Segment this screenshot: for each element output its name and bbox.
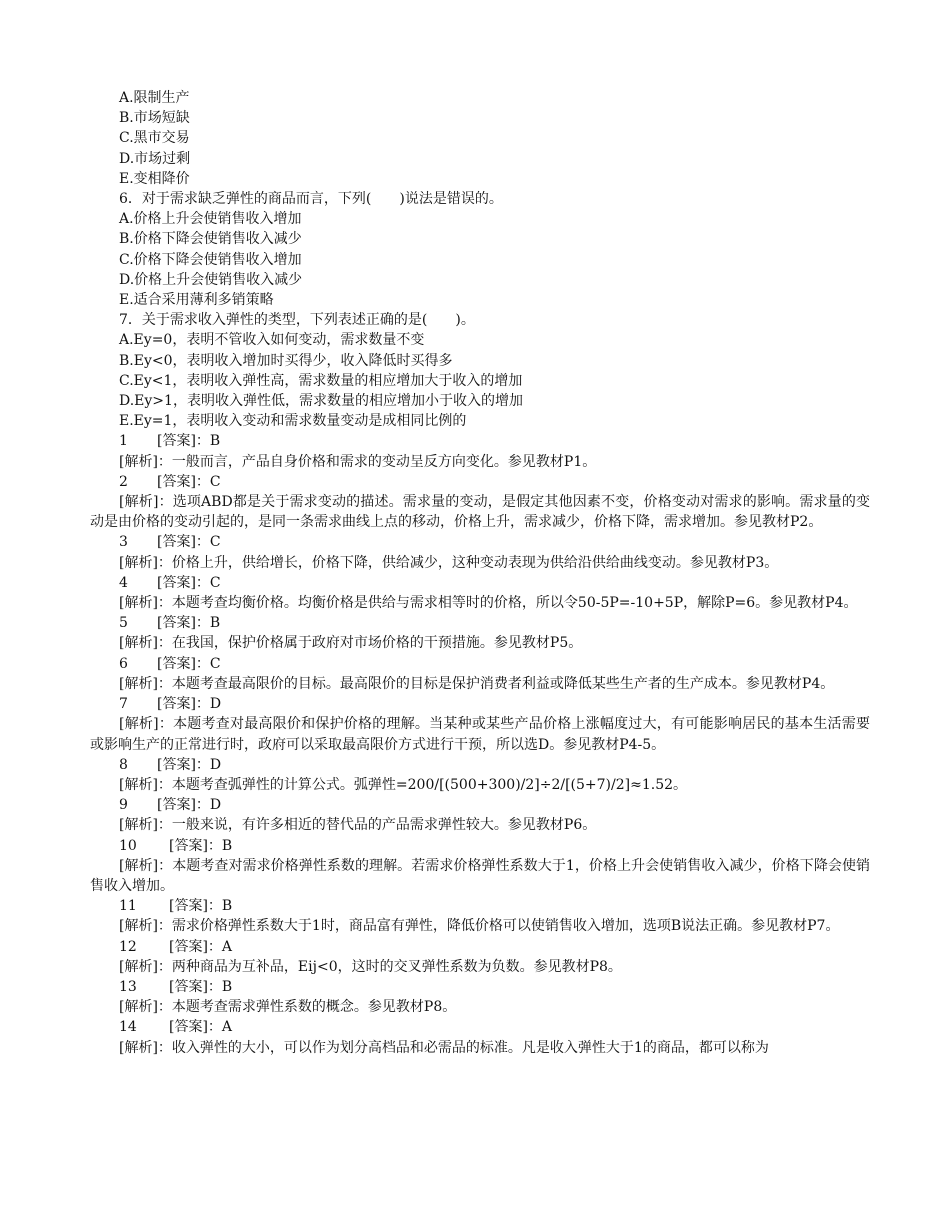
q6-option-e: E.适合采用薄利多销策略 [119,292,274,309]
answer-text: [答案]：C [157,473,221,490]
q6-option-c: C.价格下降会使销售收入增加 [119,251,302,268]
analysis-6: [解析]：本题考查最高限价的目标。最高限价的目标是保护消费者利益或降低某些生产者的生产成本。参见教材P4。 [119,675,835,692]
answer-line-2 [90,472,870,492]
answer-text: [答案]：B [169,898,233,915]
answer-line-8 [90,755,870,775]
answer-text: [答案]：D [157,756,222,773]
analysis-12: [解析]：两种商品为互补品，Eij<0，这时的交叉弹性系数为负数。参见教材P8。 [119,958,622,975]
q7-option-e: E.Ey=1，表明收入变动和需求数量变动是成相同比例的 [119,413,467,430]
answer-line-4 [90,573,870,593]
q7-option-b: B.Ey<0，表明收入增加时买得少，收入降低时买得多 [119,352,453,369]
answer-number: 14 [119,1019,137,1036]
analysis-13: [解析]：本题考查需求弹性系数的概念。参见教材P8。 [119,999,457,1016]
answer-text: [答案]：B [157,615,221,632]
answer-line-5 [90,613,870,633]
answer-line-12 [90,937,870,957]
answer-text: [答案]：C [157,534,221,551]
analysis-9: [解析]：一般来说，有许多相近的替代品的产品需求弹性较大。参见教材P6。 [119,817,597,834]
q6-option-b: B.价格下降会使销售收入减少 [119,231,302,248]
q6-option-a: A.价格上升会使销售收入增加 [119,211,302,228]
answer-line-7 [90,694,870,714]
answer-number: 13 [119,978,137,995]
answer-number: 5 [119,615,128,632]
answer-text: [答案]：A [169,1019,233,1036]
answer-line-11 [90,896,870,916]
document-page [90,88,870,1058]
answer-number: 3 [119,534,128,551]
analysis-10: [解析]：本题考查对需求价格弹性系数的理解。若需求价格弹性系数大于1，价格上升会使销售收入减少，价格下降会使销售收入增加。 [90,857,870,894]
answer-number: 8 [119,756,128,773]
answer-number: 11 [119,898,137,915]
answer-text: [答案]：C [157,655,221,672]
analysis-14: [解析]：收入弹性的大小，可以作为划分高档品和必需品的标准。凡是收入弹性大于1的商品，都可以称为 [119,1039,769,1056]
answer-number: 4 [119,574,128,591]
answer-line-3 [90,532,870,552]
answer-line-1 [90,431,870,451]
analysis-4: [解析]：本题考查均衡价格。均衡价格是供给与需求相等时的价格，所以令50-5P=-10+5P，解除P=6。参见教材P4。 [119,595,858,612]
answer-line-10 [90,836,870,856]
answer-line-6 [90,654,870,674]
answer-list [90,431,870,1057]
answer-line-14 [90,1017,870,1037]
answer-line-9 [90,795,870,815]
q6-option-d: D.价格上升会使销售收入减少 [119,271,303,288]
q7-stem: 7．关于需求收入弹性的类型，下列表述正确的是( )。 [119,312,475,329]
analysis-11: [解析]：需求价格弹性系数大于1时，商品富有弹性，降低价格可以使销售收入增加，选项B说法正确。参见教材P7。 [119,918,840,935]
q7-option-c: C.Ey<1，表明收入弹性高，需求数量的相应增加大于收入的增加 [119,372,523,389]
answer-text: [答案]：B [157,433,221,450]
answer-number: 2 [119,473,128,490]
analysis-8: [解析]：本题考查弧弹性的计算公式。弧弹性=200/[(500+300)/2]÷2/[(5+7)/2]≈1.52。 [119,776,688,793]
answer-text: [答案]：B [169,978,233,995]
answer-number: 10 [119,837,137,854]
analysis-7: [解析]：本题考查对最高限价和保护价格的理解。当某种或某些产品价格上涨幅度过大，有可能影响居民的基本生活需要或影响生产的正常进行时，政府可以采取最高限价方式进行干预，所以选D。参见教材P4-5。 [90,716,870,753]
answer-number: 7 [119,696,128,713]
answer-text: [答案]：D [157,696,222,713]
q5-option-e: E.变相降价 [119,170,190,187]
answer-number: 6 [119,655,128,672]
answer-line-13 [90,977,870,997]
analysis-3: [解析]：价格上升，供给增长，价格下降，供给减少，这种变动表现为供给沿供给曲线变动。参见教材P3。 [119,554,779,571]
q5-option-d: D.市场过剩 [119,150,191,167]
answer-number: 12 [119,938,137,955]
analysis-1: [解析]：一般而言，产品自身价格和需求的变动呈反方向变化。参见教材P1。 [119,453,597,470]
answer-text: [答案]：A [169,938,233,955]
q7-option-a: A.Ey=0，表明不管收入如何变动，需求数量不变 [119,332,425,349]
analysis-2: [解析]：选项ABD都是关于需求变动的描述。需求量的变动，是假定其他因素不变，价格变动对需求的影响。需求量的变动是由价格的变动引起的，是同一条需求曲线上点的移动，价格上升，需求减少，价格下降，需求增加。参见教材P2。 [90,494,870,531]
q5-option-a: A.限制生产 [119,90,190,106]
q6-stem: 6．对于需求缺乏弹性的商品而言，下列( )说法是错误的。 [119,191,503,208]
answer-text: [答案]：C [157,574,221,591]
q5-option-b: B.市场短缺 [119,110,190,127]
q5-option-c: C.黑市交易 [119,130,190,147]
q7-option-d: D.Ey>1，表明收入弹性低，需求数量的相应增加小于收入的增加 [119,393,523,410]
answer-text: [答案]：B [169,837,233,854]
answer-text: [答案]：D [157,797,222,814]
answer-number: 1 [119,433,128,450]
analysis-5: [解析]：在我国，保护价格属于政府对市场价格的干预措施。参见教材P5。 [119,635,583,652]
answer-number: 9 [119,797,128,814]
